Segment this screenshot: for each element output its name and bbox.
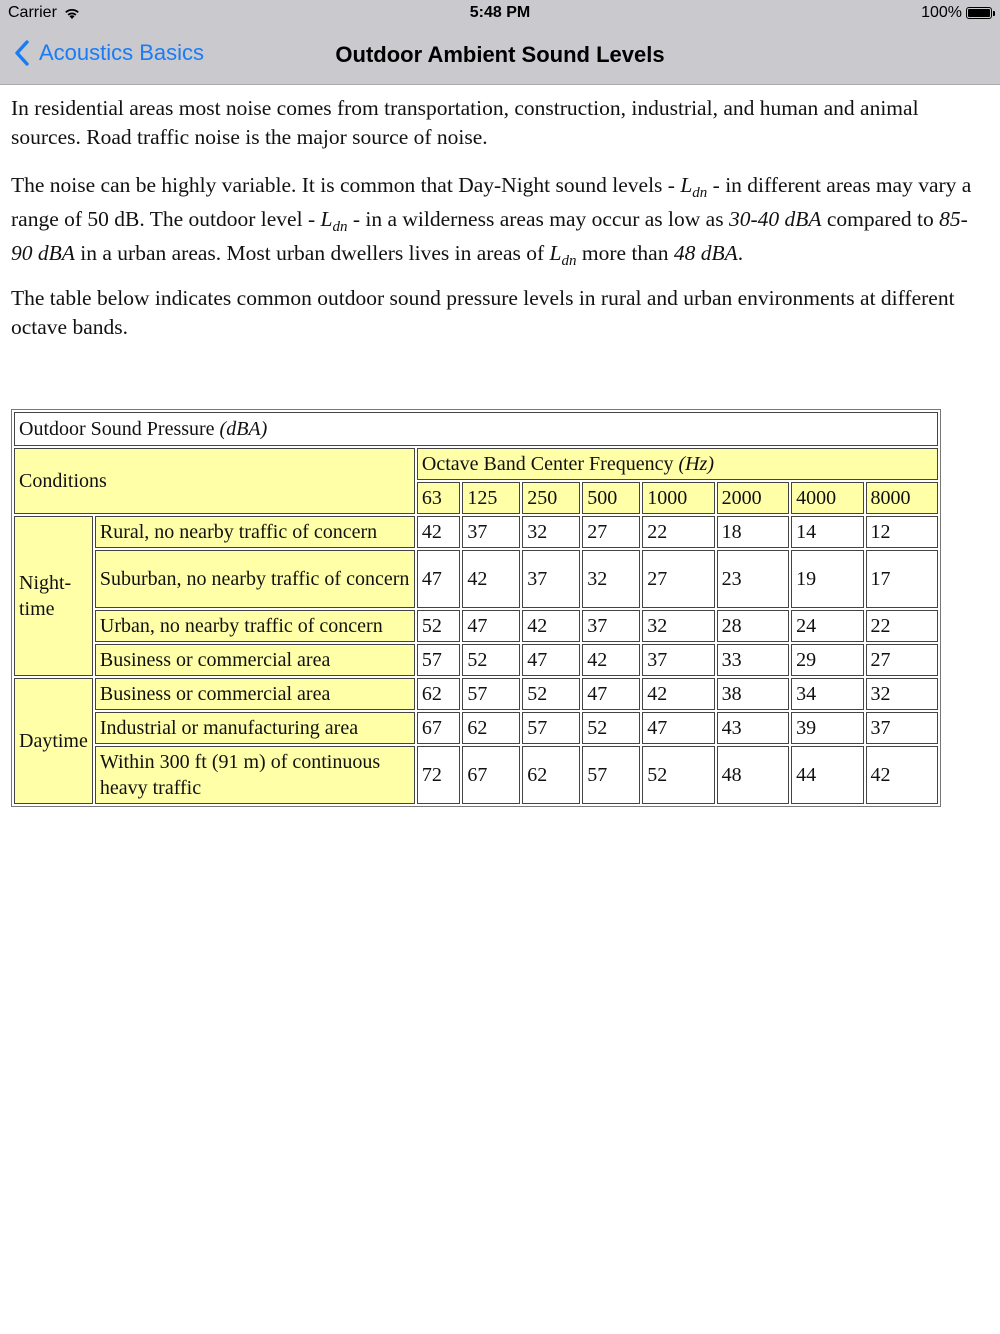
- level-cell: 52: [642, 746, 714, 804]
- page-title: Outdoor Ambient Sound Levels: [335, 42, 665, 67]
- condition-label: Suburban, no nearby traffic of concern: [95, 550, 415, 608]
- level-cell: 33: [717, 644, 789, 676]
- level-cell: 18: [717, 516, 789, 548]
- back-button-label: Acoustics Basics: [39, 40, 205, 65]
- battery-icon: [966, 7, 992, 19]
- paragraph-variability: The noise can be highly variable. It is common that Day-Night sound levels - $L_{dn}$ - in different areas may vary a range of 50 dB. The outdoor level - $L_{dn}$ - in a wilderness areas may occur as low as 30-40 dBA compared to 85-90 dBA in a urban areas. Most urban dwellers lives in areas of $L_{dn}$ more than 48 dBA.: [11, 173, 972, 269]
- level-cell: 37: [866, 712, 939, 744]
- level-cell: 14: [791, 516, 863, 548]
- level-cell: 42: [642, 678, 714, 710]
- table-caption: Outdoor Sound Pressure (dBA): [14, 412, 938, 446]
- level-cell: 42: [582, 644, 640, 676]
- level-cell: 32: [866, 678, 939, 710]
- level-cell: 42: [866, 746, 939, 804]
- paragraph-intro: In residential areas most noise comes from transportation, construction, industrial, and human and animal sources. Road traffic noise is the major source of noise.: [11, 96, 919, 149]
- status-bar: [0, 0, 1000, 28]
- level-cell: 47: [642, 712, 714, 744]
- level-cell: 67: [462, 746, 520, 804]
- table-row: [14, 550, 938, 608]
- level-cell: 32: [582, 550, 640, 608]
- level-cell: 72: [417, 746, 460, 804]
- level-cell: 57: [417, 644, 460, 676]
- frequency-cell: 63: [417, 482, 460, 514]
- level-cell: 34: [791, 678, 863, 710]
- level-cell: 52: [522, 678, 580, 710]
- level-cell: 48: [717, 746, 789, 804]
- level-cell: 62: [462, 712, 520, 744]
- battery-status: [921, 4, 992, 22]
- frequency-header: Octave Band Center Frequency (Hz): [417, 448, 938, 480]
- table-row: [14, 610, 938, 642]
- condition-label: Business or commercial area: [95, 678, 415, 710]
- condition-label: Industrial or manufacturing area: [95, 712, 415, 744]
- level-cell: 47: [522, 644, 580, 676]
- back-button[interactable]: [14, 40, 204, 66]
- group-label: Night-time: [14, 516, 93, 676]
- frequency-cell: 125: [462, 482, 520, 514]
- level-cell: 44: [791, 746, 863, 804]
- sound-pressure-table: [11, 409, 941, 807]
- level-cell: 12: [866, 516, 939, 548]
- frequency-cell: 4000: [791, 482, 863, 514]
- battery-percent: 100%: [921, 4, 962, 21]
- level-cell: 62: [522, 746, 580, 804]
- level-cell: 28: [717, 610, 789, 642]
- level-cell: 27: [866, 644, 939, 676]
- carrier-label: Carrier: [8, 4, 57, 21]
- chevron-left-icon: [14, 40, 30, 66]
- level-cell: 47: [582, 678, 640, 710]
- level-cell: 32: [522, 516, 580, 548]
- level-cell: 27: [642, 550, 714, 608]
- frequency-cell: 2000: [717, 482, 789, 514]
- table-row: [14, 746, 938, 804]
- frequency-cell: 1000: [642, 482, 714, 514]
- table-row: [14, 678, 938, 710]
- article-content: [11, 94, 976, 363]
- level-cell: 57: [582, 746, 640, 804]
- level-cell: 52: [462, 644, 520, 676]
- condition-label: Rural, no nearby traffic of concern: [95, 516, 415, 548]
- level-cell: 39: [791, 712, 863, 744]
- level-cell: 19: [791, 550, 863, 608]
- level-cell: 29: [791, 644, 863, 676]
- condition-label: Within 300 ft (91 m) of continuous heavy traffic: [95, 746, 415, 804]
- navigation-bar: [0, 28, 1000, 85]
- level-cell: 22: [866, 610, 939, 642]
- table-row: [14, 644, 938, 676]
- level-cell: 24: [791, 610, 863, 642]
- frequency-cell: 500: [582, 482, 640, 514]
- paragraph-table-intro: The table below indicates common outdoor sound pressure levels in rural and urban environments at different octave bands.: [11, 286, 955, 339]
- level-cell: 27: [582, 516, 640, 548]
- level-cell: 37: [582, 610, 640, 642]
- level-cell: 57: [522, 712, 580, 744]
- level-cell: 32: [642, 610, 714, 642]
- conditions-header: Conditions: [14, 448, 415, 514]
- level-cell: 37: [462, 516, 520, 548]
- level-cell: 42: [522, 610, 580, 642]
- level-cell: 42: [417, 516, 460, 548]
- level-cell: 42: [462, 550, 520, 608]
- level-cell: 43: [717, 712, 789, 744]
- level-cell: 62: [417, 678, 460, 710]
- level-cell: 22: [642, 516, 714, 548]
- level-cell: 17: [866, 550, 939, 608]
- group-label: Daytime: [14, 678, 93, 804]
- level-cell: 67: [417, 712, 460, 744]
- level-cell: 57: [462, 678, 520, 710]
- table-row: [14, 712, 938, 744]
- level-cell: 52: [582, 712, 640, 744]
- level-cell: 37: [522, 550, 580, 608]
- condition-label: Urban, no nearby traffic of concern: [95, 610, 415, 642]
- level-cell: 23: [717, 550, 789, 608]
- level-cell: 47: [417, 550, 460, 608]
- clock: 5:48 PM: [469, 4, 531, 21]
- frequency-cell: 8000: [866, 482, 939, 514]
- level-cell: 38: [717, 678, 789, 710]
- level-cell: 47: [462, 610, 520, 642]
- frequency-cell: 250: [522, 482, 580, 514]
- level-cell: 52: [417, 610, 460, 642]
- table-row: [14, 516, 938, 548]
- level-cell: 37: [642, 644, 714, 676]
- condition-label: Business or commercial area: [95, 644, 415, 676]
